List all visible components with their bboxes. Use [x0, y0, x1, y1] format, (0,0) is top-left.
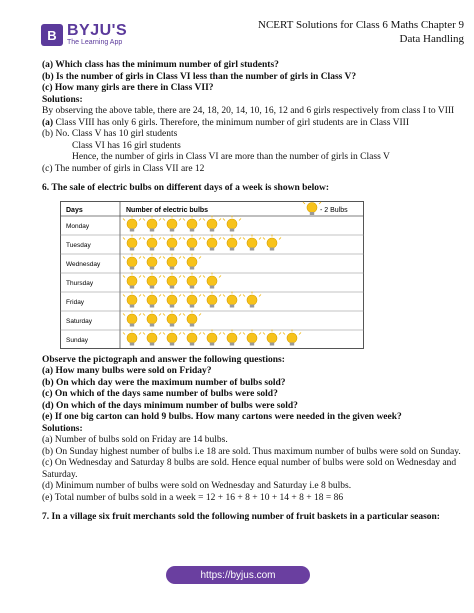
day-label: Friday: [66, 298, 85, 306]
solution-intro: By observing the above table, there are 24, 18, 20, 14, 10, 16, 12 and 6 girls respectively from class I to VIII: [42, 106, 455, 116]
question-7-title: 7. In a village six fruit merchants sold the following number of fruit baskets in a particular season:: [42, 512, 440, 522]
q6-question-a: (a) How many bulbs were sold on Friday?: [42, 366, 212, 376]
question-5a: (a) Which class has the minimum number of girl students?: [42, 60, 279, 70]
question-5c: (c) How many girls are there in Class VII?: [42, 83, 214, 93]
q6-solution-c: (c) On Wednesday and Saturday 8 bulbs are sold. Hence equal number of bulbs were sold on Wednesday and Saturday.: [42, 458, 457, 480]
solutions-heading: Solutions:: [42, 94, 83, 105]
page-header: [258, 18, 464, 46]
q6-solution-b: (b) On Sunday highest number of bulbs i.e 18 are sold. Thus maximum number of bulbs were sold on Sunday.: [42, 446, 461, 457]
q6-prompt: Observe the pictograph and answer the following questions:: [42, 354, 285, 365]
brand-name: BYJU'S: [67, 22, 128, 39]
q6-question-e: (e) If one big carton can hold 9 bulbs. How many cartons were needed in the given week?: [42, 412, 402, 422]
day-label: Sunday: [66, 336, 89, 344]
day-label: Saturday: [66, 317, 93, 325]
document-body: [42, 60, 462, 524]
solution-5b-line1: (b) No. Class V has 10 girl students: [42, 129, 178, 139]
header-bulbs: Number of electric bulbs: [126, 206, 209, 214]
footer-link[interactable]: https://byjus.com: [166, 566, 310, 584]
logo-mark-icon: B: [41, 24, 63, 46]
q6-question-d: (d) On which of the days minimum number of bulbs were sold?: [42, 400, 298, 411]
q6-solutions-heading: Solutions:: [42, 423, 83, 434]
solution-5b-line3: Hence, the number of girls in Class VI are more than the number of girls in Class V: [72, 152, 390, 162]
q6-question-b: (b) On which day were the maximum number of bulbs sold?: [42, 377, 286, 388]
header-title-line1: NCERT Solutions for Class 6 Maths Chapter 9: [258, 19, 464, 31]
legend-label: - 2 Bulbs: [320, 206, 348, 214]
q6-solution-e: (e) Total number of bulbs sold in a week = 12 + 16 + 8 + 10 + 14 + 8 + 18 = 86: [42, 492, 344, 503]
day-label: Monday: [66, 222, 90, 230]
header-days: Days: [66, 206, 83, 214]
header-title-line2: Data Handling: [399, 33, 464, 45]
brand-tagline: The Learning App: [67, 39, 123, 46]
day-label: Tuesday: [66, 241, 91, 249]
bulb-pictograph: [60, 201, 364, 349]
question-5b: (b) Is the number of girls in Class VI less than the number of girls in Class V?: [42, 71, 357, 82]
solution-5a-label: (a): [42, 117, 54, 128]
solution-5a-text: Class VIII has only 6 girls. Therefore, the minimum number of girl students are in Class VIII: [53, 117, 410, 128]
solution-5a: [42, 118, 462, 130]
solution-5c: (c) The number of girls in Class VII are 12: [42, 163, 205, 174]
byjus-logo: [41, 23, 127, 47]
question-6-title: 6. The sale of electric bulbs on different days of a week is shown below:: [42, 183, 330, 193]
q6-solution-a: (a) Number of bulbs sold on Friday are 14 bulbs.: [42, 435, 228, 445]
q6-question-c: (c) On which of the days same number of bulbs were sold?: [42, 389, 278, 399]
day-label: Wednesday: [66, 260, 101, 268]
day-label: Thursday: [66, 279, 94, 287]
solution-5b-line2: Class VI has 16 girl students: [72, 140, 181, 151]
pictograph-svg: [60, 201, 364, 349]
q6-solution-d: (d) Minimum number of bulbs were sold on Wednesday and Saturday i.e 8 bulbs.: [42, 481, 352, 491]
